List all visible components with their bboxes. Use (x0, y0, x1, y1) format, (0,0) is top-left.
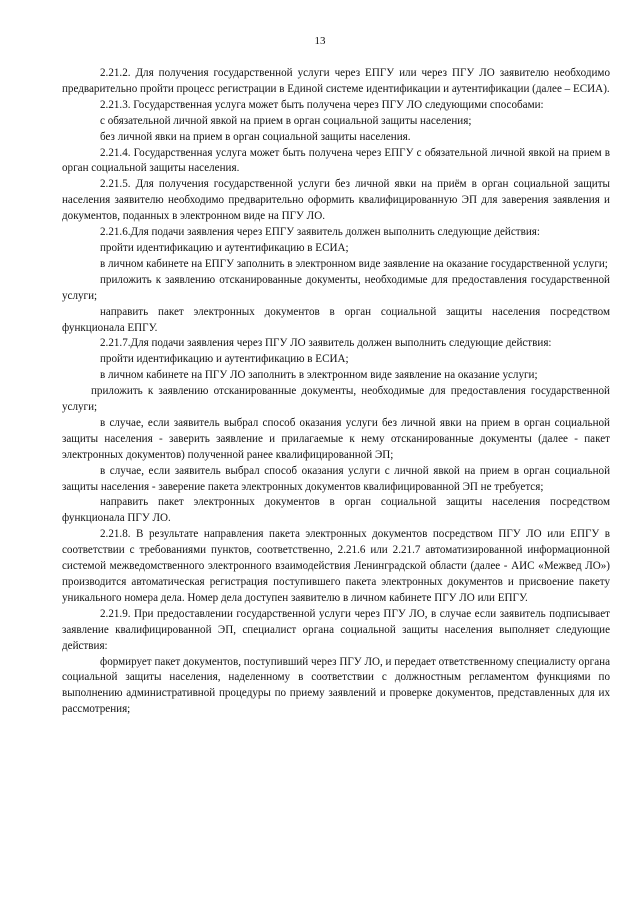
list-item: пройти идентификацию и аутентификацию в ЕСИА; (100, 241, 349, 254)
list-item: направить пакет электронных документов в орган социальной защиты населения посредством функционала ПГУ ЛО. (62, 496, 610, 525)
list-item: формирует пакет документов, поступивший через ПГУ ЛО, и передает ответственному специалисту органа социальной защиты населения, наделенному в соответствии с должностным регламентом функциями по выполнению административной процедуры по приему заявлений и проверке документов, представленных для их рассмотрения; (62, 655, 610, 716)
document-body (62, 66, 610, 718)
paragraph-2-21-5: 2.21.5. Для получения государственной услуги без личной явки на приём в орган социальной защиты населения заявителю необходимо предварительно оформить квалифицированную ЭП для заверения заявления и документов, поданных в электронном виде на ПГУ ЛО. (62, 178, 610, 223)
paragraph-2-21-4: 2.21.4. Государственная услуга может быть получена через ЕПГУ с обязательной личной явкой на прием в орган социальной защиты населения. (62, 146, 610, 175)
list-item: в случае, если заявитель выбрал способ оказания услуги с личной явкой на прием в орган социальной защиты населения - заверение пакета электронных документов квалифицированной ЭП не требуется; (62, 464, 610, 493)
list-item: пройти идентификацию и аутентификацию в ЕСИА; (100, 353, 349, 366)
list-item: приложить к заявлению отсканированные документы, необходимые для предоставления государственной услуги; (62, 273, 610, 302)
paragraph-2-21-9: 2.21.9. При предоставлении государственной услуги через ПГУ ЛО, в случае если заявитель подписывает заявление квалифицированной ЭП, специалист органа социальной защиты населения выполняет следующие действия: (62, 607, 610, 652)
list-item: приложить к заявлению отсканированные документы, необходимые для предоставления государственной услуги; (62, 385, 610, 414)
page-number: 13 (314, 35, 326, 47)
paragraph-2-21-3: 2.21.3. Государственная услуга может быть получена через ПГУ ЛО следующими способами: (100, 98, 544, 111)
paragraph-2-21-8: 2.21.8. В результате направления пакета электронных документов посредством ПГУ ЛО или ЕПГУ в соответствии с требованиями пунктов, соответственно, 2.21.6 или 2.21.7 автоматизированной информационной системой межведомственного электронного взаимодействия Ленинградской области (далее - АИС «Межвед ЛО») производится автоматическая регистрация поступившего пакета электронных документов и присвоение пакету уникального номера дела. Номер дела доступен заявителю в личном кабинете ПГУ ЛО или ЕПГУ. (62, 528, 610, 604)
list-item: с обязательной личной явкой на прием в орган социальной защиты населения; (100, 114, 472, 127)
list-item: направить пакет электронных документов в орган социальной защиты населения посредством функционала ЕПГУ. (62, 305, 610, 334)
list-item: в случае, если заявитель выбрал способ оказания услуги без личной явки на прием в орган социальной защиты населения - заверить заявление и прилагаемые к нему отсканированные документы (далее - пакет электронных документов) полученной ранее квалифицированной ЭП; (62, 416, 610, 461)
paragraph-2-21-6: 2.21.6.Для подачи заявления через ЕПГУ заявитель должен выполнить следующие действия: (100, 226, 540, 239)
list-item: в личном кабинете на ПГУ ЛО заполнить в электронном виде заявление на оказание услуги; (100, 369, 538, 382)
paragraph-2-21-2: 2.21.2. Для получения государственной услуги через ЕПГУ или через ПГУ ЛО заявителю необходимо предварительно пройти процесс регистрации в Единой системе идентификации и аутентификации (далее – ЕСИА). (62, 67, 610, 95)
paragraph-2-21-7: 2.21.7.Для подачи заявления через ПГУ ЛО заявитель должен выполнить следующие действия: (100, 337, 552, 350)
list-item: без личной явки на прием в орган социальной защиты населения. (100, 130, 411, 143)
list-item: в личном кабинете на ЕПГУ заполнить в электронном виде заявление на оказание государственной услуги; (100, 257, 608, 270)
